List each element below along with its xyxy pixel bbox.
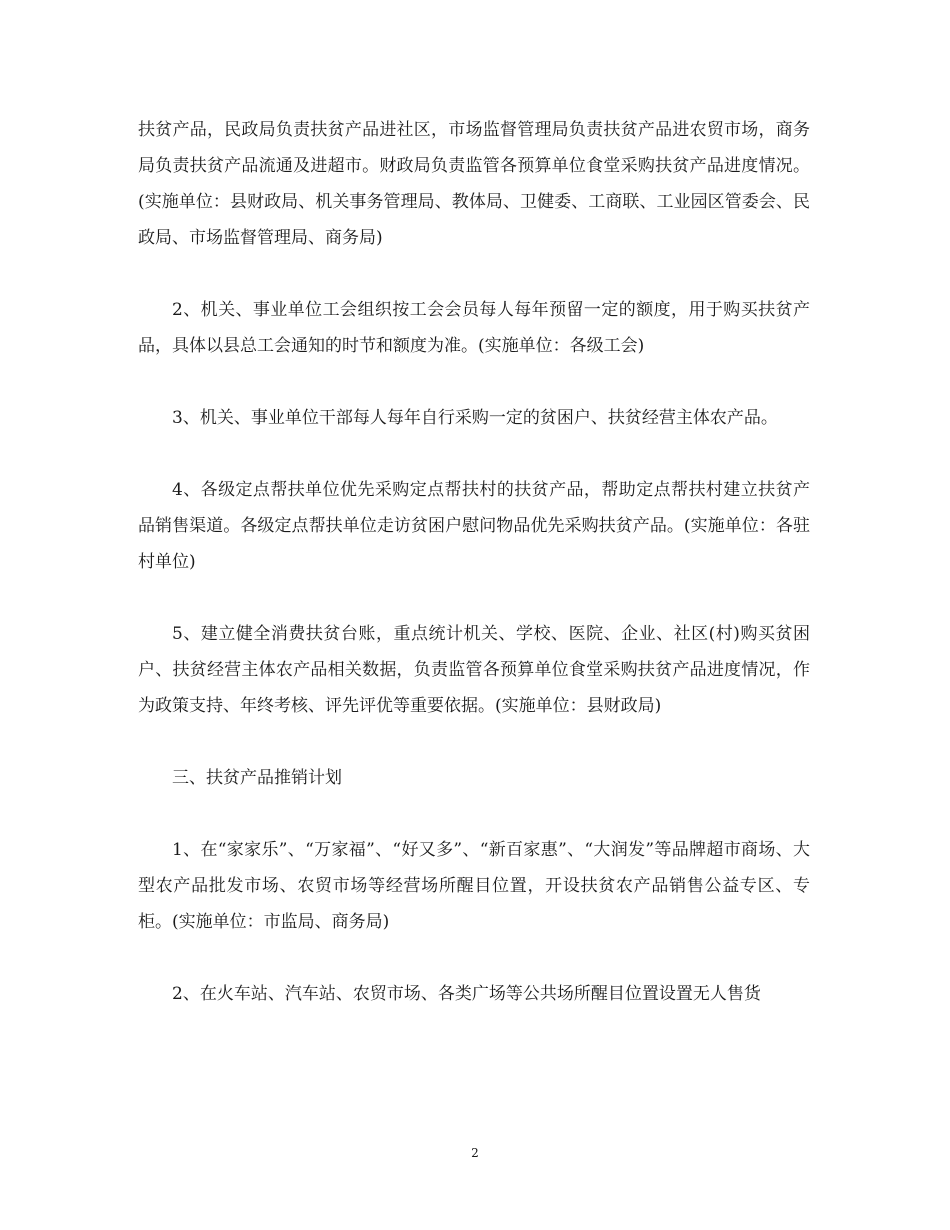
paragraph-item-4: 4、各级定点帮扶单位优先采购定点帮扶村的扶贫产品，帮助定点帮扶村建立扶贫产品销售渠道。各级定点帮扶单位走访贫困户慰问物品优先采购扶贫产品。(实施单位：各驻村单位) xyxy=(138,480,810,572)
paragraph-plan-2: 2、在火车站、汽车站、农贸市场、各类广场等公共场所醒目位置设置无人售货 xyxy=(172,984,761,1004)
page-number: 2 xyxy=(471,1146,479,1160)
document-body xyxy=(138,112,810,1012)
paragraph-item-5: 5、建立健全消费扶贫台账，重点统计机关、学校、医院、企业、社区(村)购买贫困户、扶贫经营主体农产品相关数据，负责监管各预算单位食堂采购扶贫产品进度情况，作为政策支持、年终考核、评先评优等重要依据。(实施单位：县财政局) xyxy=(138,624,810,716)
paragraph-item-2: 2、机关、事业单位工会组织按工会会员每人每年预留一定的额度，用于购买扶贫产品，具体以县总工会通知的时节和额度为准。(实施单位：各级工会) xyxy=(138,300,810,356)
paragraph-gap xyxy=(138,256,810,292)
paragraph-gap xyxy=(138,580,810,616)
paragraph-gap xyxy=(138,436,810,472)
paragraph-continuation: 扶贫产品，民政局负责扶贫产品进社区，市场监督管理局负责扶贫产品进农贸市场，商务局负责扶贫产品流通及进超市。财政局负责监管各预算单位食堂采购扶贫产品进度情况。(实施单位：县财政局、机关事务管理局、教体局、卫健委、工商联、工业园区管委会、民政局、市场监督管理局、商务局) xyxy=(138,120,810,248)
paragraph-gap xyxy=(138,364,810,400)
paragraph-item-3: 3、机关、事业单位干部每人每年自行采购一定的贫困户、扶贫经营主体农产品。 xyxy=(172,408,778,428)
section-heading: 三、扶贫产品推销计划 xyxy=(172,768,342,788)
paragraph-gap xyxy=(138,940,810,976)
paragraph-gap xyxy=(138,796,810,832)
paragraph-plan-1: 1、在“家家乐”、“万家福”、“好又多”、“新百家惠”、“大润发”等品牌超市商场、大型农产品批发市场、农贸市场等经营场所醒目位置，开设扶贫农产品销售公益专区、专柜。(实施单位：市监局、商务局) xyxy=(138,840,810,932)
paragraph-gap xyxy=(138,724,810,760)
